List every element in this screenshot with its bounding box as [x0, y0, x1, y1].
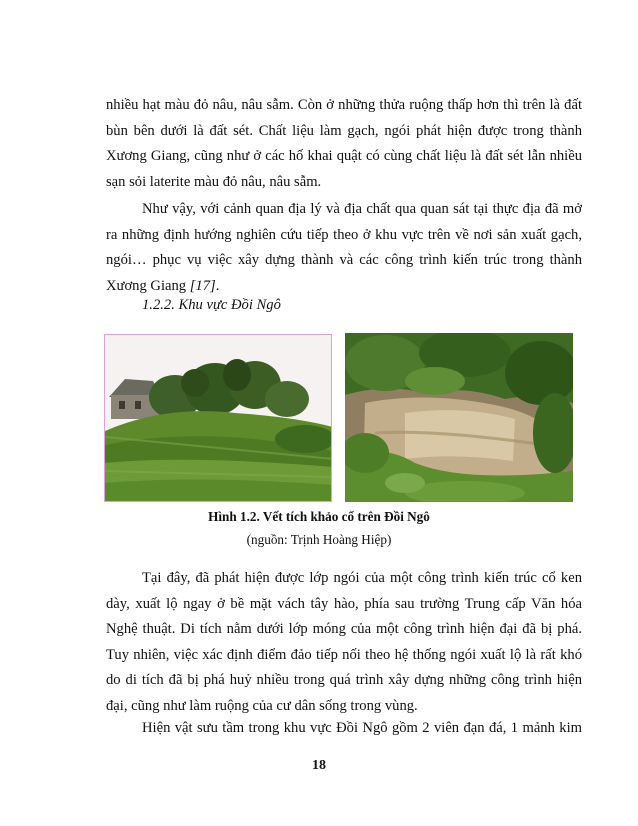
- page-number: 18: [312, 758, 326, 773]
- figure-source: (nguồn: Trịnh Hoàng Hiệp): [246, 532, 392, 547]
- citation-ref: [17]: [189, 277, 216, 294]
- photo-excavation-wall: [345, 333, 573, 502]
- text-line: đại, cũng như làm ruộng của cư dân sống trong vùng.: [106, 697, 418, 714]
- text-line: dày, xuất lộ ngay ở bề mặt vách tây hào, phía sau trường Trung cấp Văn hóa: [106, 595, 582, 612]
- text-line: sạn sỏi laterite màu đỏ nâu, nâu sẫm.: [106, 173, 322, 190]
- text-line: Như vậy, với cảnh quan địa lý và địa chất qua quan sát tại thực địa đã mở: [142, 201, 582, 217]
- text-line: nhiều hạt màu đỏ nâu, nâu sẫm. Còn ở những thửa ruộng thấp hơn thì trên là đất: [106, 97, 582, 113]
- figure-caption: Hình 1.2. Vết tích khảo cổ trên Đồi Ngô: [208, 509, 430, 524]
- paragraph-1: [106, 93, 582, 195]
- text-span: .: [215, 277, 220, 294]
- paragraph-2: [106, 197, 582, 299]
- photo-rice-field-hill: [104, 334, 332, 502]
- text-line: Tại đây, đã phát hiện được lớp ngói của một công trình kiến trúc cổ ken: [142, 570, 582, 586]
- text-span: Xương Giang: [106, 277, 190, 294]
- text-line: bùn bên dưới là đất sét. Chất liệu làm gạch, ngói phát hiện được trong thành: [106, 122, 582, 139]
- section-heading: 1.2.2. Khu vực Đồi Ngô: [142, 297, 281, 313]
- text-line: Tuy nhiên, việc xác định điểm đảo tiếp nối theo hệ thống ngói xuất lộ là rất khó: [106, 646, 582, 663]
- text-line: ra những định hướng nghiên cứu tiếp theo ở khu vực trên về nơi sản xuất gạch,: [106, 226, 582, 243]
- text-line: Xương Giang, cũng như ở các hố khai quật có cùng chất liệu là đất sét lẫn nhiều: [106, 148, 582, 165]
- text-line: do di tích đã bị phá huỷ nhiều trong quá trình xây dựng những công trình hiện: [106, 672, 582, 689]
- paragraph-4: [106, 716, 582, 742]
- text-line: [106, 274, 582, 300]
- text-line: ngói… phục vụ việc xây dựng thành và các công trình kiến trúc trong thành: [106, 252, 582, 269]
- paragraph-3: [106, 566, 582, 720]
- text-line: Nghệ thuật. Di tích nằm dưới lớp móng của một công trình hiện đại đã bị phá.: [106, 621, 582, 638]
- text-line: Hiện vật sưu tầm trong khu vực Đồi Ngô gồm 2 viên đạn đá, 1 mảnh kim: [142, 720, 582, 736]
